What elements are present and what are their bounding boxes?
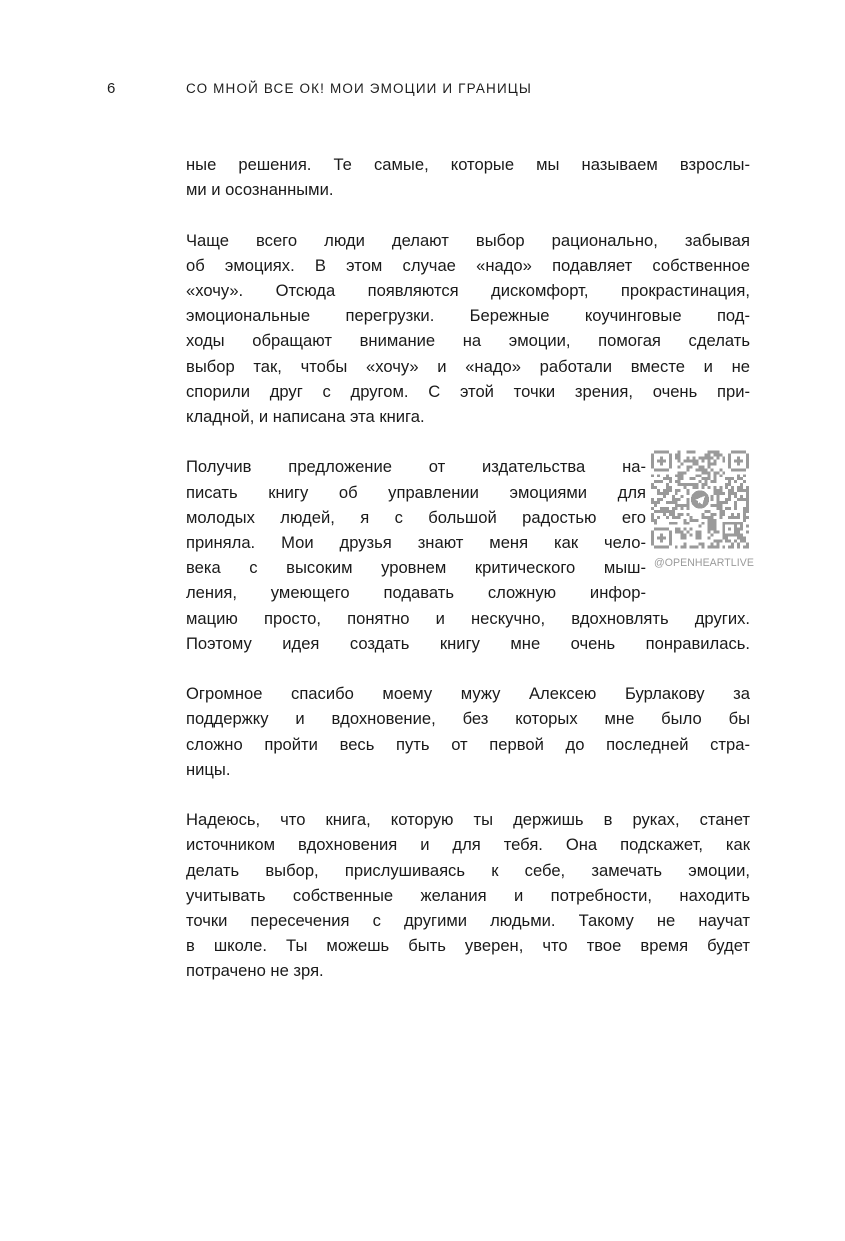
text-line: учитывать собственные желания и потребности, находить [186, 885, 750, 905]
text-line: писать книгу об управлении эмоциями для [186, 482, 646, 502]
qr-caption: @OPENHEARTLIVE [653, 557, 754, 569]
text-line: молодых людей, я с большой радостью его [186, 507, 646, 527]
paragraph-1 [186, 152, 750, 202]
text-line: ления, умеющего подавать сложную инфор- [186, 583, 646, 603]
text-line: поддержку и вдохновение, без которых мне было бы [186, 709, 750, 729]
paragraph-2 [186, 228, 750, 430]
text-line: в школе. Ты можешь быть уверен, что твое время будет [186, 936, 750, 956]
text-line: спорили друг с другом. С этой точки зрения, очень при- [186, 381, 750, 401]
text-line: источником вдохновения и для тебя. Она подскажет, как [186, 835, 750, 855]
text-line: выбор так, чтобы «хочу» и «надо» работали вместе и не [186, 356, 750, 376]
text-line: Получив предложение от издательства на- [186, 457, 646, 477]
text-line: «хочу». Отсюда появляются дискомфорт, прокрастинация, [186, 281, 750, 300]
text-line: кладной, и написана эта книга. [186, 407, 425, 427]
text-line: ходы обращают внимание на эмоции, помогая сделать [186, 331, 750, 351]
text-line: об эмоциях. В этом случае «надо» подавляет собственное [186, 255, 750, 275]
text-line: ные решения. Те самые, которые мы называем взрослы- [186, 155, 750, 174]
running-head [107, 80, 749, 102]
text-line: Надеюсь, что книга, которую ты держишь в руках, станет [186, 810, 750, 830]
qr-code-block[interactable] [651, 448, 754, 570]
qr-code-icon[interactable] [651, 448, 749, 551]
text-line: потрачено не зря. [186, 961, 324, 981]
text-line: эмоциональные перегрузки. Бережные коучинговые под- [186, 306, 750, 326]
text-line: мацию просто, понятно и нескучно, вдохновлять других. [186, 608, 750, 628]
text-line: ницы. [186, 759, 231, 779]
text-line: ми и осознанными. [186, 180, 334, 200]
text-line: приняла. Мои друзья знают меня как чело- [186, 533, 646, 553]
text-line: Огромное спасибо моему мужу Алексею Бурлакову за [186, 684, 750, 704]
text-line: точки пересечения с другими людьми. Такому не научат [186, 911, 750, 931]
page-number: 6 [107, 80, 116, 97]
text-line: делать выбор, прислушиваясь к себе, замечать эмоции, [186, 860, 750, 880]
text-line: Чаще всего люди делают выбор рационально, забывая [186, 230, 750, 250]
text-line: Поэтому идея создать книгу мне очень понравилась. [186, 633, 750, 653]
running-head-title: СО МНОЙ ВСЕ ОК! МОИ ЭМОЦИИ И ГРАНИЦЫ [186, 81, 533, 96]
paragraph-5 [186, 807, 750, 983]
text-line: века с высоким уровнем критического мыш- [186, 558, 646, 578]
paragraph-4 [186, 681, 750, 782]
text-line: сложно пройти весь путь от первой до последней стра- [186, 734, 750, 754]
